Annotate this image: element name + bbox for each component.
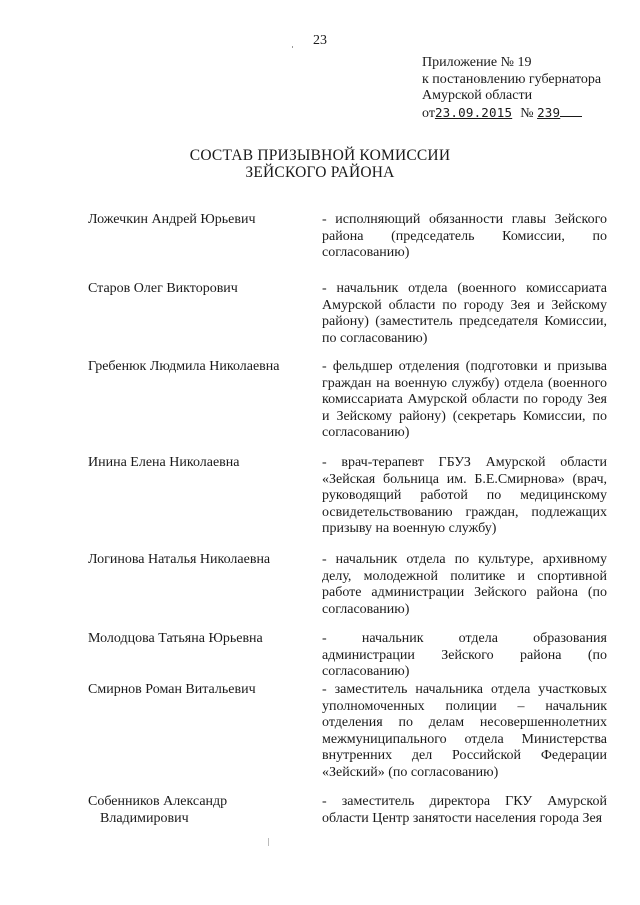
member-name: Молодцова Татьяна Юрьевна	[88, 631, 263, 646]
member-name	[88, 794, 303, 827]
member-name: Старов Олег Викторович	[88, 281, 238, 296]
appendix-title: Приложение № 19	[422, 55, 532, 70]
page-number: 23	[313, 33, 327, 48]
scan-speck	[268, 838, 269, 846]
member-name-line-2: Владимирович	[100, 810, 189, 826]
appendix-block	[422, 55, 622, 122]
date-prefix: от	[422, 105, 435, 121]
member-role: - заместитель начальника отдела участковых уполномоченных полиции – начальник отделения по делам несовершеннолетних межмуниципального отдела Министерства внутренних дел Российской Федерации «Зейский» (по согласованию)	[322, 682, 607, 780]
decree-number: 239	[537, 104, 561, 120]
member-name: Гребенюк Людмила Николаевна	[88, 359, 280, 374]
appendix-date-line	[422, 105, 622, 123]
member-name-line-1: Собенников Александр	[88, 794, 228, 809]
decree-date: 23.09.2015	[434, 104, 513, 120]
member-name: Логинова Наталья Николаевна	[88, 552, 271, 567]
member-role: - врач-терапевт ГБУЗ Амурской области «Зейская больница им. Б.Е.Смирнова» (врач, руководящий работой по медицинскому освидетельствованию граждан, подлежащих призыву на военную службу)	[322, 455, 607, 536]
member-name: Смирнов Роман Витальевич	[88, 682, 256, 697]
member-role: - фельдшер отделения (подготовки и призыва граждан на военную службу) отдела (военного комиссариата Амурской области по городу Зея и Зейскому району) (секретарь Комиссии, по согласованию)	[322, 359, 607, 440]
member-name: Ложечкин Андрей Юрьевич	[88, 212, 256, 227]
number-prefix: №	[520, 105, 534, 121]
member-name: Инина Елена Николаевна	[88, 455, 240, 470]
member-role: - начальник отдела образования администрации Зейского района (по согласованию)	[322, 631, 607, 679]
document-title	[0, 147, 640, 181]
member-role: - заместитель директора ГКУ Амурской области Центр занятости населения города Зея	[322, 794, 607, 826]
member-role: - исполняющий обязанности главы Зейского района (председатель Комиссии, по согласованию)	[322, 212, 607, 260]
member-role: - начальник отдела (военного комиссариата Амурской области по городу Зея и Зейскому району) (заместитель председателя Комиссии, по согласованию)	[322, 281, 607, 346]
appendix-region-line: Амурской области	[422, 88, 533, 103]
member-role: - начальник отдела по культуре, архивному делу, молодежной политике и спортивной работе администрации Зейского района (по согласованию)	[322, 552, 607, 617]
appendix-decree-line: к постановлению губернатора	[422, 71, 602, 87]
document-title-line-2: ЗЕЙСКОГО РАЙОНА	[245, 164, 395, 181]
document-title-line-1: СОСТАВ ПРИЗЫВНОЙ КОМИССИИ	[189, 147, 451, 164]
scan-speck	[292, 46, 293, 48]
